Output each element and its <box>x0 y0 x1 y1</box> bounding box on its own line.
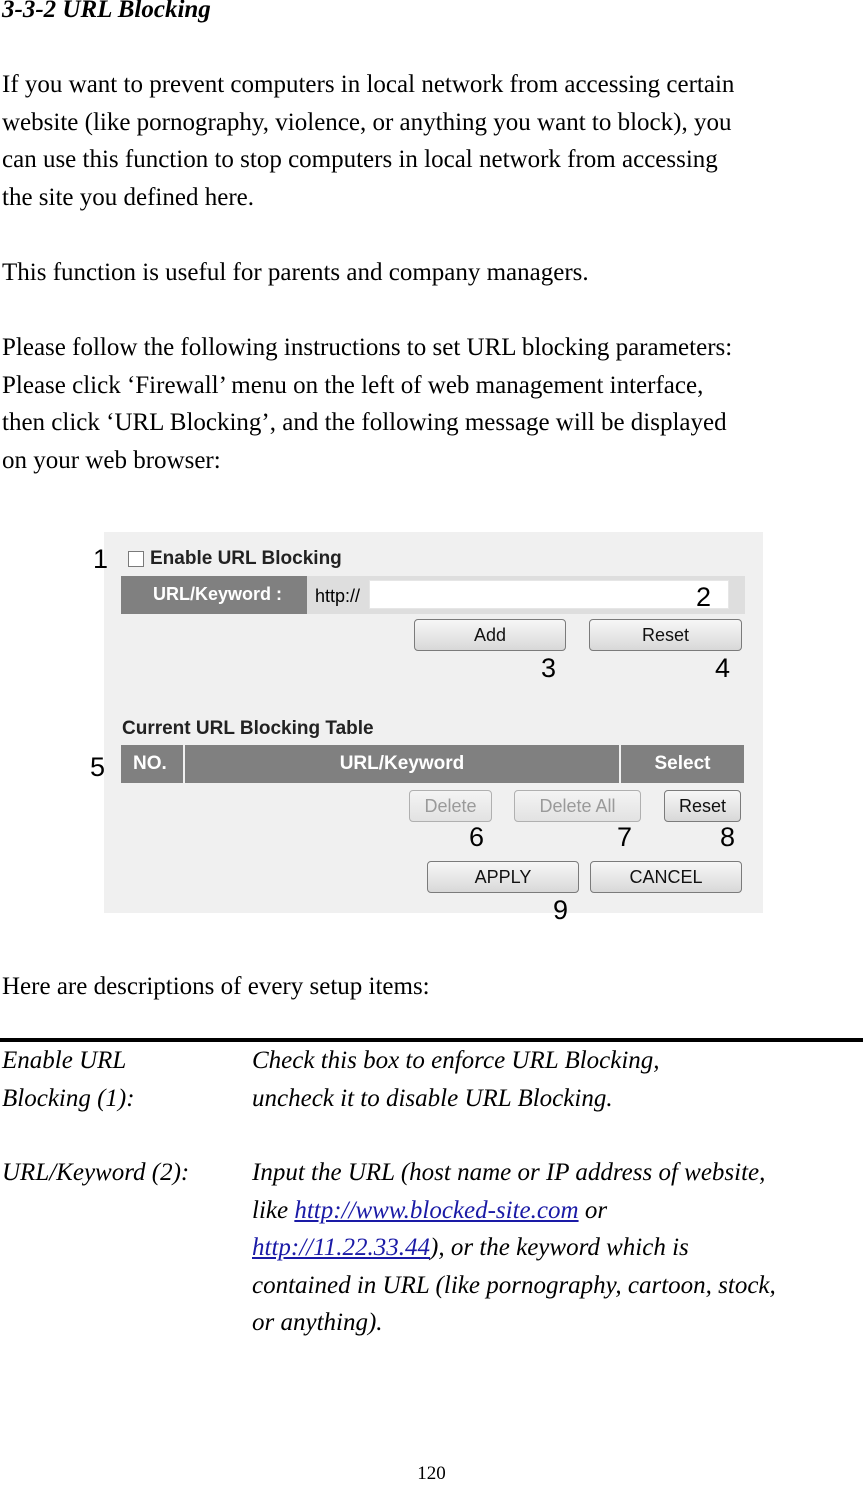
callout-1: 1 <box>93 544 109 574</box>
callout-4: 4 <box>715 653 731 683</box>
instructions-paragraph <box>2 329 732 479</box>
enable-url-blocking-label: Enable URL Blocking <box>150 548 342 569</box>
enable-description <box>252 1042 660 1117</box>
section-heading: 3-3-2 URL Blocking <box>2 0 211 23</box>
enable-term-line: Enable URL <box>2 1047 127 1074</box>
url-keyword-label: URL/Keyword : <box>121 576 307 614</box>
instructions-line: on your web browser: <box>2 446 221 474</box>
keyword-description-line <box>252 1229 776 1267</box>
callout-6: 6 <box>469 822 485 852</box>
callout-8: 8 <box>720 822 736 852</box>
instructions-line: Please follow the following instructions to set URL blocking parameters: <box>2 334 733 361</box>
url-prefix: http:// <box>315 586 361 606</box>
keyword-description-line: contained in URL (like pornography, cartoon, stock, <box>252 1271 776 1299</box>
callout-3: 3 <box>541 653 557 683</box>
keyword-description-line: or anything). <box>252 1309 383 1336</box>
table-header-select: Select <box>621 745 744 783</box>
intro-line: the site you defined here. <box>2 183 254 211</box>
enable-term-line: Blocking (1): <box>2 1084 135 1112</box>
keyword-description <box>252 1154 776 1342</box>
descriptions-intro <box>2 968 430 1006</box>
cancel-button[interactable]: CANCEL <box>590 861 742 893</box>
delete-all-button[interactable]: Delete All <box>514 790 641 822</box>
callout-9: 9 <box>553 895 569 925</box>
useful-paragraph <box>2 254 589 292</box>
table-reset-button[interactable]: Reset <box>664 790 741 822</box>
url-keyword-field <box>307 576 745 614</box>
callout-7: 7 <box>617 822 633 852</box>
like-text: like <box>252 1196 295 1224</box>
url-keyword-input[interactable] <box>369 580 729 609</box>
add-button[interactable]: Add <box>414 619 566 651</box>
keyword-description-line <box>252 1192 776 1230</box>
intro-paragraph <box>2 66 734 216</box>
keyword-clause-text: ), or the keyword which is <box>430 1234 689 1261</box>
descriptions-intro-text: Here are descriptions of every setup items: <box>2 973 430 1000</box>
keyword-term-text: URL/Keyword (2): <box>2 1159 190 1186</box>
enable-url-blocking-checkbox[interactable] <box>128 551 144 567</box>
instructions-line: Please click ‘Firewall’ menu on the left of web management interface, <box>2 371 704 399</box>
enable-description-line: Check this box to enforce URL Blocking, <box>252 1047 660 1074</box>
intro-line: If you want to prevent computers in local network from accessing certain <box>2 71 735 98</box>
table-header-keyword: URL/Keyword <box>185 745 619 783</box>
intro-line: website (like pornography, violence, or anything you want to block), you <box>2 108 732 136</box>
intro-line: can use this function to stop computers in local network from accessing <box>2 146 718 173</box>
apply-button[interactable]: APPLY <box>427 861 579 893</box>
keyword-term <box>2 1154 189 1192</box>
or-text: or <box>578 1196 608 1224</box>
blocking-table-title: Current URL Blocking Table <box>122 718 374 739</box>
callout-2: 2 <box>696 582 712 612</box>
url-blocking-screenshot <box>104 532 763 913</box>
useful-line: This function is useful for parents and company managers. <box>2 259 589 286</box>
page-number: 120 <box>417 1463 446 1484</box>
enable-term <box>2 1042 135 1117</box>
delete-button[interactable]: Delete <box>409 790 492 822</box>
table-header-no: NO. <box>121 745 183 783</box>
enable-description-line: uncheck it to disable URL Blocking. <box>252 1084 613 1112</box>
keyword-description-line: Input the URL (host name or IP address of website, <box>252 1159 766 1186</box>
enable-url-blocking-row <box>128 548 342 570</box>
example-link-ip[interactable]: http://11.22.33.44 <box>252 1234 431 1261</box>
callout-5: 5 <box>90 752 106 782</box>
instructions-line: then click ‘URL Blocking’, and the following message will be displayed <box>2 409 727 436</box>
example-link-domain[interactable]: http://www.blocked-site.com <box>294 1196 579 1224</box>
reset-button[interactable]: Reset <box>589 619 742 651</box>
